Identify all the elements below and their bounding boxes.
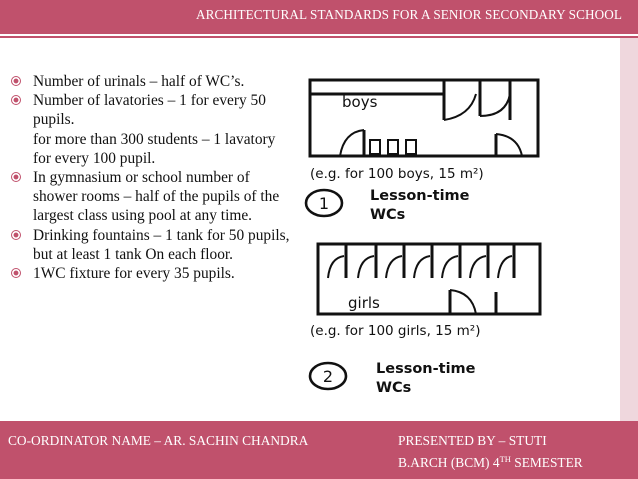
footer-bar xyxy=(0,421,638,479)
boys-caption: (e.g. for 100 boys, 15 m²) xyxy=(310,166,484,182)
girls-number: 2 xyxy=(322,367,334,386)
bullet-drinking-fountains: Drinking fountains – 1 tank for 50 pupils, but at least 1 tank On each floor. xyxy=(10,226,290,264)
bullet-list xyxy=(10,72,290,283)
girls-room-label: girls xyxy=(348,294,380,312)
boys-title-line1: Lesson-time xyxy=(370,188,470,204)
bullet-urinals: Number of urinals – half of WC’s. xyxy=(10,72,290,91)
program-prefix: B.ARCH (BCM) 4 xyxy=(398,455,500,470)
header-bar xyxy=(0,0,638,34)
girls-title-line2: WCs xyxy=(376,380,412,396)
boys-title-line2: WCs xyxy=(370,207,406,223)
header-divider xyxy=(0,36,638,38)
bullet-shower-rooms: In gymnasium or school number of shower rooms – half of the pupils of the largest class using pool at any time. xyxy=(10,168,290,226)
boys-number-badge xyxy=(306,190,342,216)
bullet-wc-fixture: 1WC fixture for every 35 pupils. xyxy=(10,264,290,283)
slide-title: ARCHITECTURAL STANDARDS FOR A SENIOR SECONDARY SCHOOL xyxy=(195,7,622,22)
program-sup: TH xyxy=(499,454,511,464)
boys-wc-plan xyxy=(310,80,538,156)
side-decoration-strip xyxy=(620,38,638,423)
toilet-layout-diagram xyxy=(300,70,618,415)
coordinator-name: CO-ORDINATOR NAME – AR. SACHIN CHANDRA xyxy=(8,433,309,448)
bullet-lavatories: Number of lavatories – 1 for every 50 pupils. xyxy=(10,91,290,129)
bullet-lavatories-note: for more than 300 students – 1 lavatory for every 100 pupil. xyxy=(33,130,276,167)
program-suffix: SEMESTER xyxy=(510,455,583,470)
boys-number: 1 xyxy=(318,194,330,213)
boys-room-label: boys xyxy=(342,93,378,111)
girls-number-badge xyxy=(310,363,346,389)
program-semester xyxy=(398,454,583,471)
presented-by: PRESENTED BY – STUTI xyxy=(398,433,547,448)
girls-caption: (e.g. for 100 girls, 15 m²) xyxy=(310,323,481,339)
girls-title-line1: Lesson-time xyxy=(376,361,476,377)
